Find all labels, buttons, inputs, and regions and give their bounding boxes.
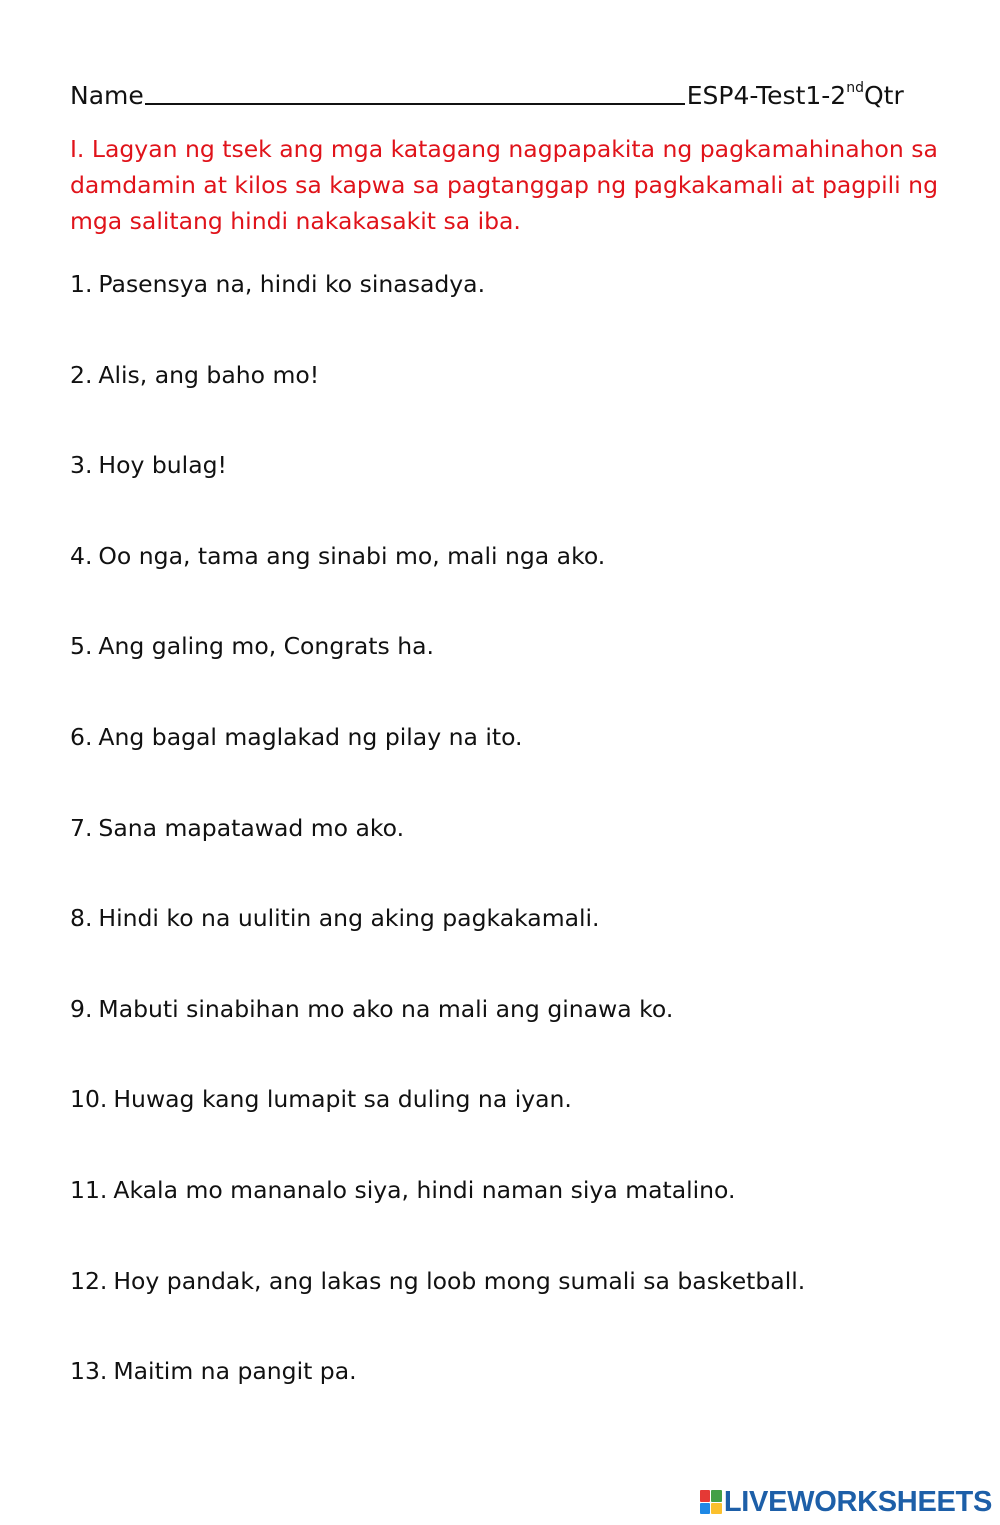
item-text: Oo nga, tama ang sinabi mo, mali nga ako.	[98, 541, 606, 570]
instructions: I. Lagyan ng tsek ang mga katagang nagpapakita ng pagkamahinahon sa damdamin at kilos sa kapwa sa pagtanggap ng pagkakamali at pagpili ng mga salitang hindi nakakasakit sa iba.	[70, 135, 938, 235]
item-number: 1.	[70, 270, 93, 298]
item-number: 8.	[70, 904, 93, 933]
item-number: 2.	[70, 360, 93, 389]
item-text: Alis, ang baho mo!	[98, 360, 320, 389]
test-code-suffix: Qtr	[863, 81, 904, 110]
item-text: Huwag kang lumapit sa duling na iyan.	[113, 1085, 572, 1114]
name-label: Name	[70, 81, 144, 110]
item-text: Hoy pandak, ang lakas ng loob mong sumali sa basketball.	[113, 1266, 806, 1295]
list-item	[70, 1263, 950, 1354]
item-number: 3.	[70, 451, 93, 480]
liveworksheets-logo-text: LIVEWORKSHEETS	[723, 1485, 992, 1518]
test-code-main: ESP4-Test1-2	[686, 81, 847, 110]
list-item	[70, 719, 950, 810]
item-number: 13.	[70, 1357, 108, 1386]
list-item	[70, 538, 950, 629]
item-number: 9.	[70, 994, 93, 1023]
logo-tile	[711, 1490, 722, 1502]
item-number: 6.	[70, 722, 93, 751]
item-number: 7.	[70, 813, 93, 842]
test-code-superscript: nd	[846, 80, 864, 96]
name-blank-line	[145, 102, 685, 105]
item-text: Ang galing mo, Congrats ha.	[98, 632, 434, 661]
item-number: 10.	[70, 1085, 108, 1114]
item-text: Sana mapatawad mo ako.	[98, 813, 405, 842]
list-item	[70, 1172, 950, 1263]
list-item	[70, 900, 950, 991]
list-item	[70, 447, 950, 538]
item-text: Akala mo mananalo siya, hindi naman siya matalino.	[113, 1175, 736, 1204]
logo-tile	[700, 1490, 711, 1502]
item-text: Mabuti sinabihan mo ako na mali ang ginawa ko.	[98, 994, 674, 1023]
list-item	[70, 266, 950, 357]
list-item	[70, 810, 950, 901]
item-number: 4.	[70, 541, 93, 570]
test-code	[687, 80, 904, 110]
liveworksheets-logo	[700, 1485, 992, 1519]
list-item	[70, 1353, 950, 1444]
list-item	[70, 1081, 950, 1172]
item-text: Pasensya na, hindi ko sinasadya.	[98, 270, 486, 298]
logo-tile	[700, 1503, 711, 1515]
item-number: 12.	[70, 1266, 108, 1295]
item-number: 5.	[70, 632, 93, 661]
list-item	[70, 357, 950, 448]
list-item	[70, 628, 950, 719]
item-list	[70, 266, 950, 1444]
liveworksheets-logo-icon	[700, 1490, 722, 1514]
item-text: Hindi ko na uulitin ang aking pagkakamali.	[98, 904, 600, 933]
item-text: Hoy bulag!	[98, 451, 227, 480]
item-number: 11.	[70, 1175, 108, 1204]
worksheet-header	[70, 70, 930, 110]
item-text: Maitim na pangit pa.	[113, 1357, 357, 1386]
list-item	[70, 991, 950, 1082]
item-text: Ang bagal maglakad ng pilay na ito.	[98, 722, 523, 751]
logo-tile	[711, 1503, 722, 1515]
